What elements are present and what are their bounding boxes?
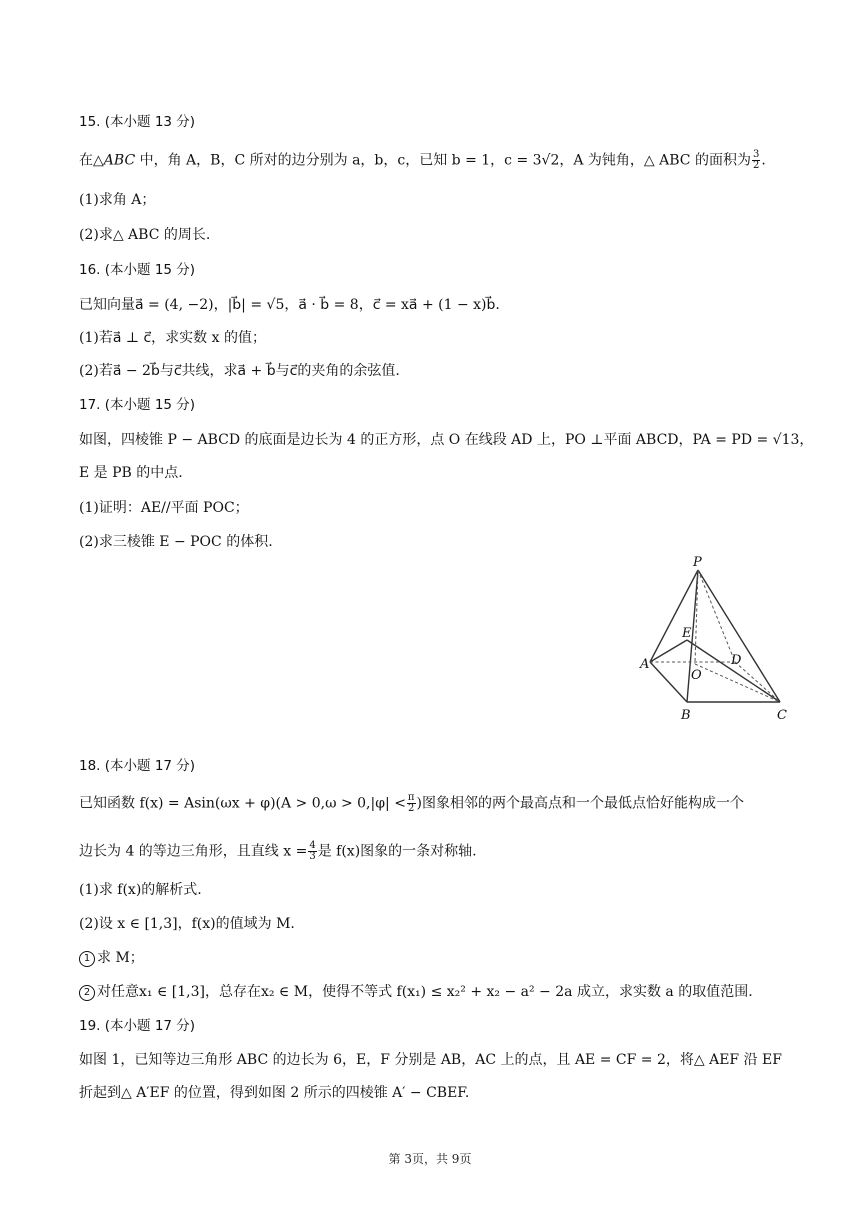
q15-header: 15. (本小题 13 分) [79,114,196,130]
q15-stem: 在△ABC 中，角 A，B，C 所对的边分别为 a，b，c，已知 b = 1，c = 3√2，A 为钝角，△ ABC 的面积为 $\frac{3}{2}$ . [79,149,766,171]
q17-header: 17. (本小题 15 分) [79,397,196,413]
q18-stem1-b: )图象相邻的两个最高点和一个最低点恰好能构成一个 [416,795,744,812]
q18-header: 18. (本小题 17 分) [79,758,196,774]
q18-pi-fraction [407,793,416,814]
q15-part2: (2)求△ ABC 的周长. [79,227,211,243]
label-O: O [691,668,702,683]
q15-area-den: 2 [752,160,760,171]
q19-stem-line1: 如图 1，已知等边三角形 ABC 的边长为 6，E，F 分别是 AB，AC 上的点，且 AE = CF = 2，将△ AEF 沿 EF [79,1052,782,1068]
q18-x-fraction [308,841,316,862]
q18-stem-line1 [79,793,744,814]
q18-sub1-text: 求 M； [97,950,144,966]
q18-pi-num: π [407,792,415,803]
q18-sub2 [79,982,753,1002]
q18-sub2-text: 对任意x₁ ∈ [1,3]，总存在x₂ ∈ M，使得不等式 f(x₁) ≤ x₂² + x₂ − a² − 2a 成立，求实数 a 的取值范围. [97,984,753,1000]
q18-part2: (2)设 x ∈ [1,3]，f(x)的值域为 M. [79,916,295,932]
q15-stem-c: 中，角 A，B，C 所对的边分别为 a，b，c，已知 b = 1，c = 3√2，A 为钝角，△ ABC 的面积为 [135,152,751,169]
edge-PD-hidden [698,570,735,662]
circled-number-1: 1 [79,951,95,967]
q16-part1: (1)若a⃗ ⊥ c⃗，求实数 x 的值； [79,330,266,346]
q19-stem-line2: 折起到△ A′EF 的位置，得到如图 2 所示的四棱锥 A′ − CBEF. [79,1085,470,1101]
q16-stem: 已知向量a⃗ = (4, −2)，|b⃗| = √5，a⃗ · b⃗ = 8，c⃗ = xa⃗ + (1 − x)b⃗. [79,297,500,313]
label-C: C [777,708,787,723]
pyramid-figure [630,552,800,727]
q18-pi-den: 2 [408,803,415,814]
q17-stem-line2: E 是 PB 的中点. [79,465,183,481]
segment-OC-hidden [695,664,780,702]
label-A: A [640,657,650,672]
q15-area-fraction [752,150,760,171]
q18-stem2-b: 是 f(x)图象的一条对称轴. [317,843,477,860]
page-footer: 第 3页，共 9页 [388,1152,472,1166]
circled-number-2: 2 [79,985,95,1001]
edge-PC [698,570,780,702]
q16-part2: (2)若a⃗ − 2b⃗与c⃗共线，求a⃗ + b⃗与c⃗的夹角的余弦值. [79,363,400,379]
q18-stem2-a: 边长为 4 的等边三角形，且直线 x = [79,843,308,860]
q17-part1: (1)证明：AE//平面 POC； [79,500,249,516]
q15-part1: (1)求角 A； [79,192,156,208]
q16-header: 16. (本小题 15 分) [79,262,196,278]
label-P: P [693,555,702,570]
q17-stem-line1: 如图，四棱锥 P − ABCD 的底面是边长为 4 的正方形，点 O 在线段 AD 上，PO ⊥平面 ABCD，PA = PD = √13， [79,432,814,448]
q15-stem-b: ABC [103,152,136,169]
q18-stem1-a: 已知函数 f(x) = Asin(ωx + φ)(A > 0,ω > 0,|φ| < [79,795,406,812]
q18-stem-line2 [79,841,477,862]
label-B: B [681,708,691,723]
label-E: E [682,626,692,641]
edge-AB [650,662,687,702]
q18-x-num: 4 [309,840,316,851]
q18-part1: (1)求 f(x)的解析式. [79,882,202,898]
q17-part2: (2)求三棱锥 E − POC 的体积. [79,534,273,550]
q18-x-den: 3 [309,851,316,862]
q19-header: 19. (本小题 17 分) [79,1018,196,1034]
edge-DC-hidden [735,662,780,702]
q15-area-num: 3 [752,149,760,160]
q18-sub1 [79,948,144,968]
label-D: D [731,653,742,668]
q15-stem-a: 在△ [79,152,104,169]
